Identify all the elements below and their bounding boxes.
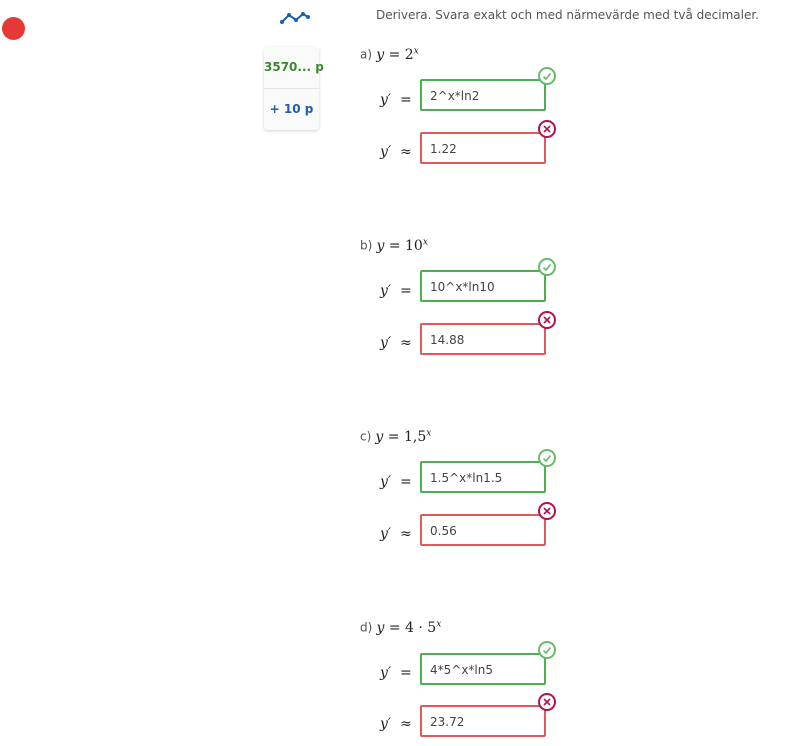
approx-label: y′ <box>380 716 392 732</box>
exact-answer-field[interactable] <box>420 461 546 493</box>
check-icon <box>538 67 556 85</box>
exact-answer-field[interactable] <box>420 270 546 302</box>
score-bonus: + 10 p <box>269 102 314 116</box>
problem-letter: c) <box>360 429 372 444</box>
exact-label: y′ <box>380 474 392 490</box>
approx-label: y′ <box>380 526 392 542</box>
exact-operator: = <box>400 92 412 108</box>
close-icon <box>538 120 556 138</box>
problem-formula: $y = 4 \cdot 5^x$ <box>376 619 442 636</box>
approx-label: y′ <box>380 335 392 351</box>
problem-letter: d) <box>360 620 373 635</box>
exact-label: y′ <box>380 283 392 299</box>
close-icon <box>538 311 556 329</box>
exact-label: y′ <box>380 665 392 681</box>
exact-answer-value: 1.5^x*ln1.5 <box>430 471 503 485</box>
problem-label <box>360 428 431 445</box>
check-icon <box>538 449 556 467</box>
exact-answer-value: 2^x*ln2 <box>430 89 480 103</box>
problem-formula: y = 1,5$^x$ <box>375 428 432 445</box>
check-icon <box>538 258 556 276</box>
approx-operator: ≈ <box>400 716 412 732</box>
status-dot-icon <box>2 17 25 40</box>
approx-answer-value: 23.72 <box>430 715 465 729</box>
approx-answer-field[interactable] <box>420 514 546 546</box>
check-icon <box>538 641 556 659</box>
approx-label: y′ <box>380 144 392 160</box>
close-icon <box>538 502 556 520</box>
exact-answer-field[interactable] <box>420 653 546 685</box>
approx-answer-value: 0.56 <box>430 524 457 538</box>
approx-answer-field[interactable] <box>420 323 546 355</box>
approx-answer-value: 1.22 <box>430 142 457 156</box>
approx-answer-value: 14.88 <box>430 333 465 347</box>
problem-formula: y = 10$^x$ <box>376 237 428 254</box>
problem-label <box>360 237 428 254</box>
exact-operator: = <box>400 283 412 299</box>
close-icon <box>538 693 556 711</box>
exact-answer-value: 10^x*ln10 <box>430 280 495 294</box>
approx-operator: ≈ <box>400 335 412 351</box>
instruction-text: Derivera. Svara exakt och med närmevärde med två decimaler. <box>376 8 759 22</box>
exact-label: y′ <box>380 92 392 108</box>
exact-operator: = <box>400 474 412 490</box>
problem-label <box>360 46 419 63</box>
approx-operator: ≈ <box>400 144 412 160</box>
exact-operator: = <box>400 665 412 681</box>
problem-label <box>360 619 441 636</box>
approx-answer-field[interactable] <box>420 705 546 737</box>
problem-letter: b) <box>360 238 373 253</box>
problem-formula: y = 2$^x$ <box>376 46 419 63</box>
score-card <box>264 47 324 130</box>
approx-answer-field[interactable] <box>420 132 546 164</box>
problem-letter: a) <box>360 47 373 62</box>
approx-operator: ≈ <box>400 526 412 542</box>
score-points: 3570... p <box>264 47 319 89</box>
exact-answer-value: 4*5^x*ln5 <box>430 663 493 677</box>
line-chart-icon[interactable] <box>280 10 310 26</box>
exact-answer-field[interactable] <box>420 79 546 111</box>
